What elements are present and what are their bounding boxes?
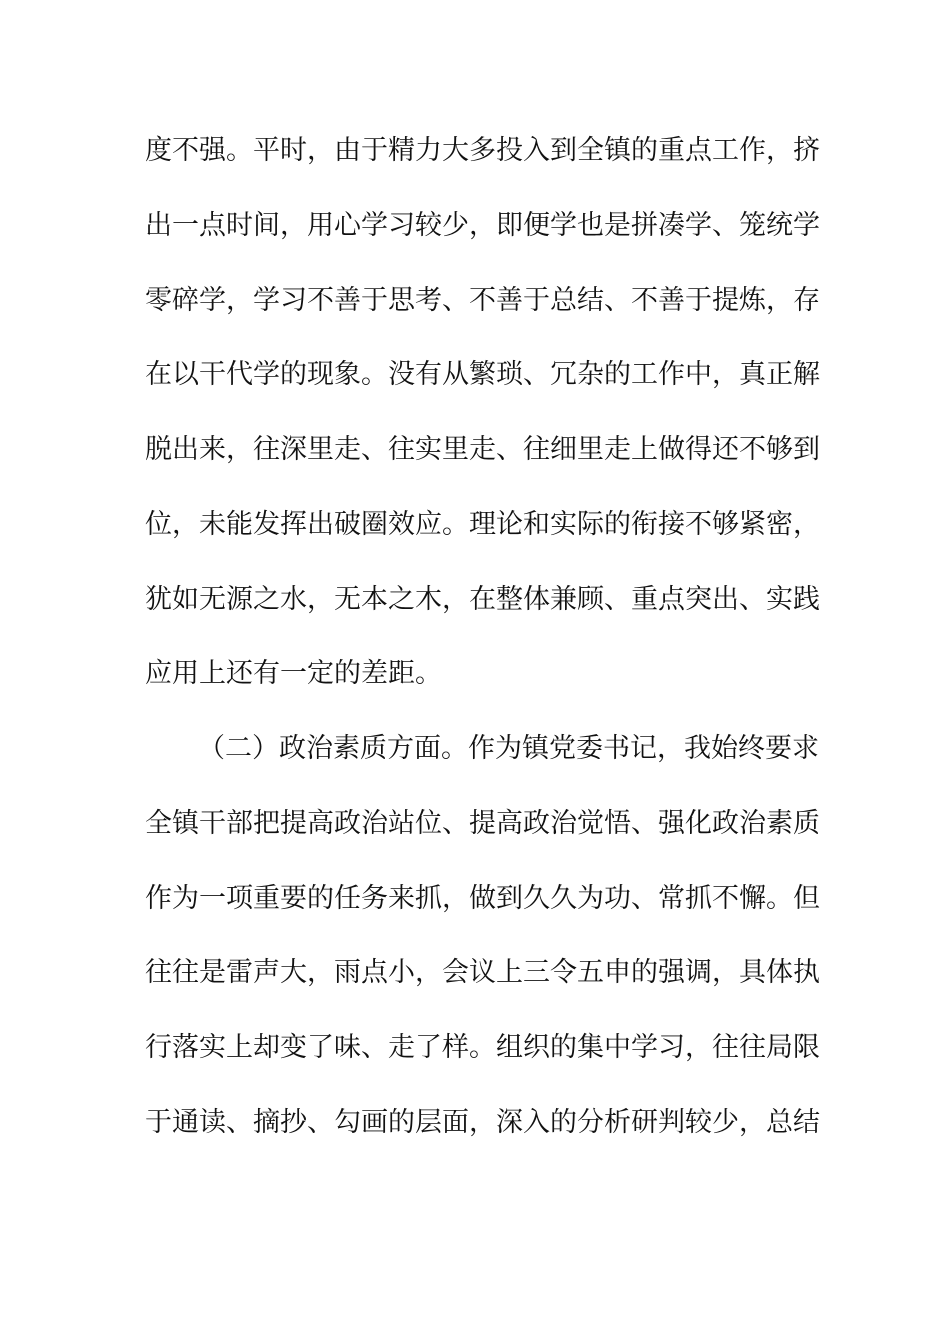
text-line: 犹如无源之水，无本之木，在整体兼顾、重点突出、实践	[145, 584, 820, 615]
text-line: 零碎学，学习不善于思考、不善于总结、不善于提炼，存	[145, 285, 820, 316]
text-line: 行落实上却变了味、走了样。组织的集中学习，往往局限	[145, 1032, 820, 1063]
text-line: 在以干代学的现象。没有从繁琐、冗杂的工作中，真正解	[145, 359, 820, 390]
text-line: 于通读、摘抄、勾画的层面，深入的分析研判较少，总结	[145, 1107, 820, 1138]
text-line: 往往是雷声大，雨点小，会议上三令五申的强调，具体执	[145, 957, 820, 988]
text-line: 脱出来，往深里走、往实里走、往细里走上做得还不够到	[145, 434, 820, 465]
text-line: 出一点时间，用心学习较少，即便学也是拼凑学、笼统学	[145, 210, 820, 241]
text-line: 应用上还有一定的差距。	[145, 658, 442, 689]
text-line: 全镇干部把提高政治站位、提高政治觉悟、强化政治素质	[145, 808, 820, 839]
text-line: （二）政治素质方面。作为镇党委书记，我始终要求	[198, 733, 819, 764]
text-line: 位，未能发挥出破圈效应。理论和实际的衔接不够紧密，	[145, 509, 820, 540]
text-line: 度不强。平时，由于精力大多投入到全镇的重点工作，挤	[145, 135, 820, 166]
text-line: 作为一项重要的任务来抓，做到久久为功、常抓不懈。但	[145, 883, 820, 914]
